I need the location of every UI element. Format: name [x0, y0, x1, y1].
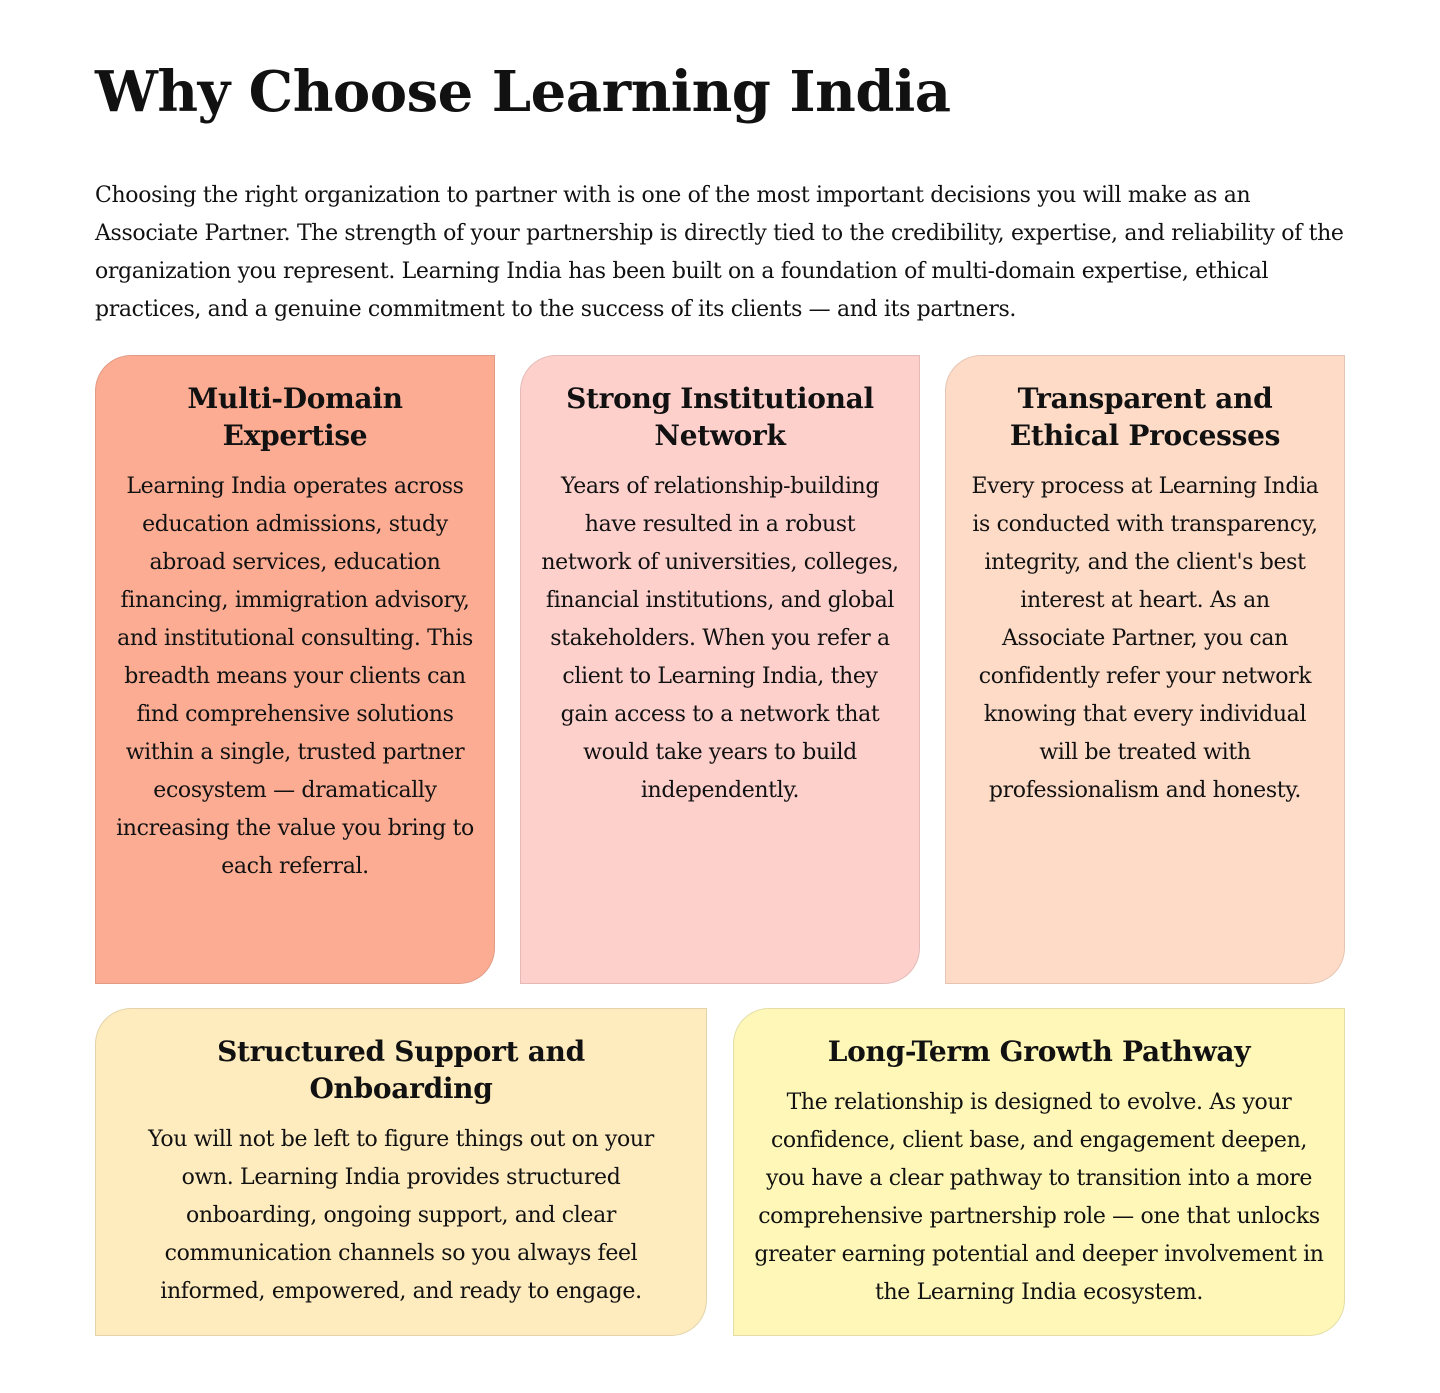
card-body: Years of relationship-building have resulted in a robust network of universities, colleges, financial institutions, and global stakeholders. When you refer a client to Learning India, they gain access to a network that would take years to build independently. [541, 474, 899, 803]
card-structured-support-onboarding [95, 1008, 707, 1336]
card-body: You will not be left to figure things out on your own. Learning India provides structured onboarding, ongoing support, and clear communication channels so you always feel informed, empowered, and ready to engage. [148, 1127, 654, 1304]
card-title: Structured Support and Onboarding [217, 1035, 585, 1105]
card-multi-domain-expertise [95, 355, 495, 984]
card-transparent-ethical-processes [945, 355, 1345, 984]
card-strong-institutional-network [520, 355, 920, 984]
page-title: Why Choose Learning India [95, 59, 951, 125]
card-body: Learning India operates across education admissions, study abroad services, education financing, immigration advisory, and institutional consulting. This breadth means your clients can find comprehensive solutions within a single, trusted partner ecosystem — dramatically increasing the value you bring to each referral. [116, 474, 474, 879]
card-title: Strong Institutional Network [566, 382, 874, 452]
card-title: Multi-Domain Expertise [187, 382, 403, 452]
card-title: Transparent and Ethical Processes [1009, 382, 1281, 452]
card-body: Every process at Learning India is conducted with transparency, integrity, and the client's best interest at heart. As an Associate Partner, you can confidently refer your network knowing that every individual will be treated with professionalism and honesty. [971, 474, 1319, 803]
card-title: Long-Term Growth Pathway [827, 1035, 1251, 1068]
card-body: The relationship is designed to evolve. As your confidence, client base, and engagement deepen, you have a clear pathway to transition into a more comprehensive partnership role — one that unlocks greater earning potential and deeper involvement in the Learning India ecosystem. [754, 1090, 1324, 1305]
card-long-term-growth-pathway [733, 1008, 1345, 1336]
intro-paragraph: Choosing the right organization to partner with is one of the most important decisions you will make as an Associate Partner. The strength of your partnership is directly tied to the credibility, expertise, and reliability of the organization you represent. Learning India has been built on a foundation of multi-domain expertise, ethical practices, and a genuine commitment to the success of its clients — and its partners. [95, 183, 1344, 322]
